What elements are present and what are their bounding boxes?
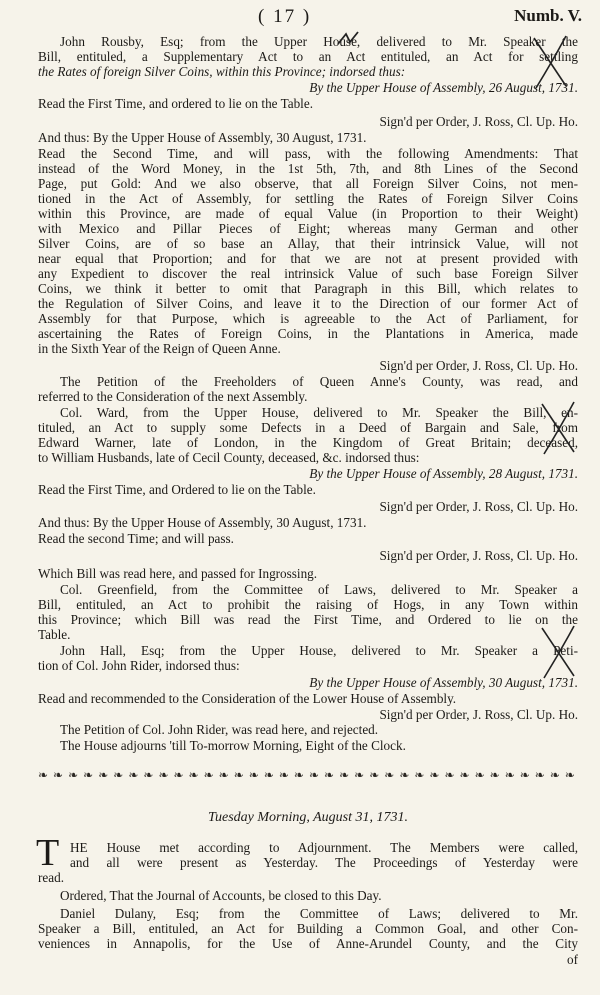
- signature-line: Sign'd per Order, J. Ross, Cl. Up. Ho.: [379, 707, 578, 722]
- drop-cap: T: [36, 832, 60, 874]
- text-line: By the Upper House of Assembly, 30 August, 1731.: [309, 675, 578, 690]
- text-line: tion of Col. John Rider, indorsed thus:: [38, 658, 240, 673]
- handwritten-correction-mark: [336, 30, 360, 48]
- text-line: any Expedient to discover the real intrinsick Value of such base Foreign Silver: [38, 266, 578, 281]
- text-line: Speaker a Bill, entituled, an Act for Building a Common Goal, and other Con-: [38, 921, 578, 936]
- text-line: the Rates of foreign Silver Coins, within this Province; indorsed thus:: [38, 64, 406, 79]
- text-line: Read the First Time, and ordered to lie on the Table.: [38, 96, 313, 111]
- text-line: veniences in Annapolis, for the Use of Anne-Arundel County, and the City: [38, 936, 578, 951]
- text-line: the Regulation of Silver Coins, and leave it to the Direction of our former Act of: [38, 296, 578, 311]
- text-line: John Hall, Esq; from the Upper House, delivered to Mr. Speaker a Peti-: [60, 643, 578, 658]
- text-line: and all were present as Yesterday. The Proceedings of Yesterday were: [70, 855, 578, 870]
- catchword: of: [567, 952, 578, 967]
- text-line: in the Sixth Year of the Reign of Queen Anne.: [38, 341, 281, 356]
- text-line: read.: [38, 870, 64, 885]
- text-line: John Rousby, Esq; from the Upper House, delivered to Mr. Speaker the: [60, 34, 578, 49]
- text-line: HE House met according to Adjournment. The Members were called,: [70, 840, 578, 855]
- text-line: with Mexico and Pillar Pieces of Eight; whereas many German and other: [38, 221, 578, 236]
- signature-line: Sign'd per Order, J. Ross, Cl. Up. Ho.: [379, 114, 578, 129]
- text-line: The House adjourns 'till To-morrow Morning, Eight of the Clock.: [60, 738, 406, 753]
- page-number: ( 17 ): [258, 6, 312, 27]
- signature-line: Sign'd per Order, J. Ross, Cl. Up. Ho.: [379, 358, 578, 373]
- text-line: And thus: By the Upper House of Assembly, 30 August, 1731.: [38, 130, 367, 145]
- text-line: Silver Coins, are of so base an Allay, that their intrinsick Value, will not: [38, 236, 578, 251]
- text-line: Coins, we think it better to omit that Paragraph in this Bill, which relates to: [38, 281, 578, 296]
- text-line: tioned in the Act of Assembly, for settling the Rates of Foreign Silver Coins: [38, 191, 578, 206]
- text-line: instead of the Word Money, in the 1st 5th, 7th, and 8th Lines of the Second: [38, 161, 578, 176]
- text-line: By the Upper House of Assembly, 28 August, 1731.: [309, 466, 578, 481]
- text-line: this Province; which Bill was read the First Time, and Ordered to lie on the: [38, 612, 578, 627]
- text-line: Page, put Gold: And we also observe, that all Foreign Silver Coins, not men-: [38, 176, 578, 191]
- text-line: to William Husbands, late of Cecil County, deceased, &c. indorsed thus:: [38, 450, 420, 465]
- signature-line: Sign'd per Order, J. Ross, Cl. Up. Ho.: [379, 499, 578, 514]
- text-line: Read the Second Time, and will pass, with the following Amendments: That: [38, 146, 578, 161]
- text-line: within this Province, are made of equal Value (in Proportion to their Weight): [38, 206, 578, 221]
- text-line: tituled, an Act to supply some Defects in a Deed of Bargain and Sale, from: [38, 420, 578, 435]
- signature-line: Sign'd per Order, J. Ross, Cl. Up. Ho.: [379, 548, 578, 563]
- text-line: Which Bill was read here, and passed for Ingrossing.: [38, 566, 318, 581]
- page-header: [0, 6, 600, 28]
- issue-number: Numb. V.: [514, 6, 582, 25]
- text-line: referred to the Consideration of the next Assembly.: [38, 389, 308, 404]
- text-line: Read the First Time, and Ordered to lie on the Table.: [38, 482, 316, 497]
- text-line: By the Upper House of Assembly, 26 August, 1731.: [309, 80, 578, 95]
- text-line: near equal that Proportion; and for that we are not at present provided with: [38, 251, 578, 266]
- text-line: Bill, entituled, a Supplementary Act to an Act entituled, an Act for settling: [38, 49, 578, 64]
- text-line: Col. Ward, from the Upper House, delivered to Mr. Speaker the Bill, en-: [60, 405, 578, 420]
- text-line: Bill, entituled, an Act to prohibit the raising of Hogs, in any Town within: [38, 597, 578, 612]
- margin-x-mark: [528, 32, 572, 92]
- margin-x-mark: [536, 622, 580, 682]
- text-line: Col. Greenfield, from the Committee of Laws, delivered to Mr. Speaker a: [60, 582, 578, 597]
- text-line: The Petition of Col. John Rider, was read here, and rejected.: [60, 722, 379, 737]
- text-line: ascertaining the Rates of Foreign Coins, in the Plantations in America, made: [38, 326, 578, 341]
- text-line: Read the second Time; and will pass.: [38, 531, 234, 546]
- text-line: Daniel Dulany, Esq; from the Committee of Laws; delivered to Mr.: [60, 906, 578, 921]
- text-line: The Petition of the Freeholders of Queen Anne's County, was read, and: [60, 374, 578, 389]
- margin-x-mark: [536, 398, 580, 458]
- text-line: Assembly for that Purpose, which is agreeable to the Act of Parliament, for: [38, 311, 578, 326]
- text-line: And thus: By the Upper House of Assembly, 30 August, 1731.: [38, 515, 367, 530]
- ornamental-divider: ❧ ❧ ❧ ❧ ❧ ❧ ❧ ❧ ❧ ❧ ❧ ❧ ❧ ❧ ❧ ❧ ❧ ❧ ❧ ❧ ❧ ❧ ❧ ❧ ❧ ❧ ❧ ❧ ❧ ❧ ❧ ❧ ❧ ❧ ❧ ❧: [38, 768, 576, 782]
- section-heading: Tuesday Morning, August 31, 1731.: [207, 810, 409, 825]
- text-line: Edward Warner, late of London, in the Kingdom of Great Britain; deceased,: [38, 435, 578, 450]
- text-line: Ordered, That the Journal of Accounts, be closed to this Day.: [60, 888, 382, 903]
- text-line: Table.: [38, 627, 71, 642]
- text-line: Read and recommended to the Consideration of the Lower House of Assembly.: [38, 691, 457, 706]
